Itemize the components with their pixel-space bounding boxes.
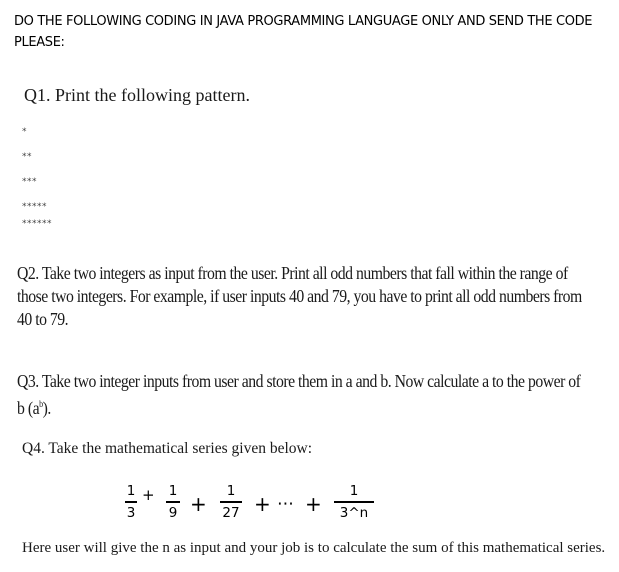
fraction-bar — [125, 501, 137, 503]
term-numerator: 1 — [168, 483, 178, 499]
header-line-1: DO THE FOLLOWING CODING IN JAVA PROGRAMMING LANGUAGE ONLY AND SEND THE CODE — [14, 14, 593, 29]
header-line-2: PLEASE: — [14, 35, 65, 50]
q3-exponent: b — [39, 399, 43, 409]
pattern-row: ***** — [22, 202, 47, 212]
term-numerator: 1 — [226, 483, 236, 499]
fraction-bar — [334, 501, 374, 503]
q2-line-3: 40 to 79. — [17, 309, 69, 329]
pattern-row: *** — [22, 177, 37, 187]
pattern-row: ****** — [22, 219, 52, 229]
fraction-bar — [166, 501, 180, 503]
q3-text — [17, 370, 616, 420]
ellipsis: ⋯ — [277, 494, 294, 514]
series-term — [166, 482, 180, 522]
term-numerator: 1 — [126, 483, 136, 499]
term-denominator: 3^n — [339, 504, 369, 521]
series-term — [220, 482, 242, 522]
q2-line-2: those two integers. For example, if user inputs 40 and 79, you have to print all odd numbers from — [17, 286, 582, 306]
q4-title: Q4. Take the mathematical series given below: — [22, 440, 313, 457]
pattern-row: ** — [22, 152, 32, 162]
plus-sign: + — [142, 486, 155, 504]
q2-line-1: Q2. Take two integers as input from the user. Print all odd numbers that fall within the range of — [17, 263, 568, 283]
q3-line-2-suffix: ). — [42, 397, 51, 418]
question-header — [14, 11, 604, 53]
series-term — [334, 482, 374, 522]
q3-line-2 — [17, 393, 616, 420]
term-numerator: 1 — [349, 483, 359, 499]
plus-sign: + — [305, 492, 322, 516]
pattern-row: * — [22, 127, 27, 137]
term-denominator: 3 — [126, 504, 136, 521]
math-series — [122, 482, 382, 530]
q3-line-2-prefix: b (a — [17, 397, 40, 418]
series-term — [125, 482, 137, 522]
q1-title: Q1. Print the following pattern. — [24, 85, 250, 105]
q2-text — [17, 262, 616, 331]
term-denominator: 9 — [168, 504, 178, 521]
fraction-bar — [220, 501, 242, 503]
plus-sign: + — [190, 492, 207, 516]
term-denominator: 27 — [222, 504, 240, 521]
q3-line-1: Q3. Take two integer inputs from user and store them in a and b. Now calculate a to the power of — [17, 371, 581, 391]
q4-footer: Here user will give the n as input and your job is to calculate the sum of this mathematical series. — [22, 540, 606, 556]
plus-sign: + — [254, 492, 271, 516]
